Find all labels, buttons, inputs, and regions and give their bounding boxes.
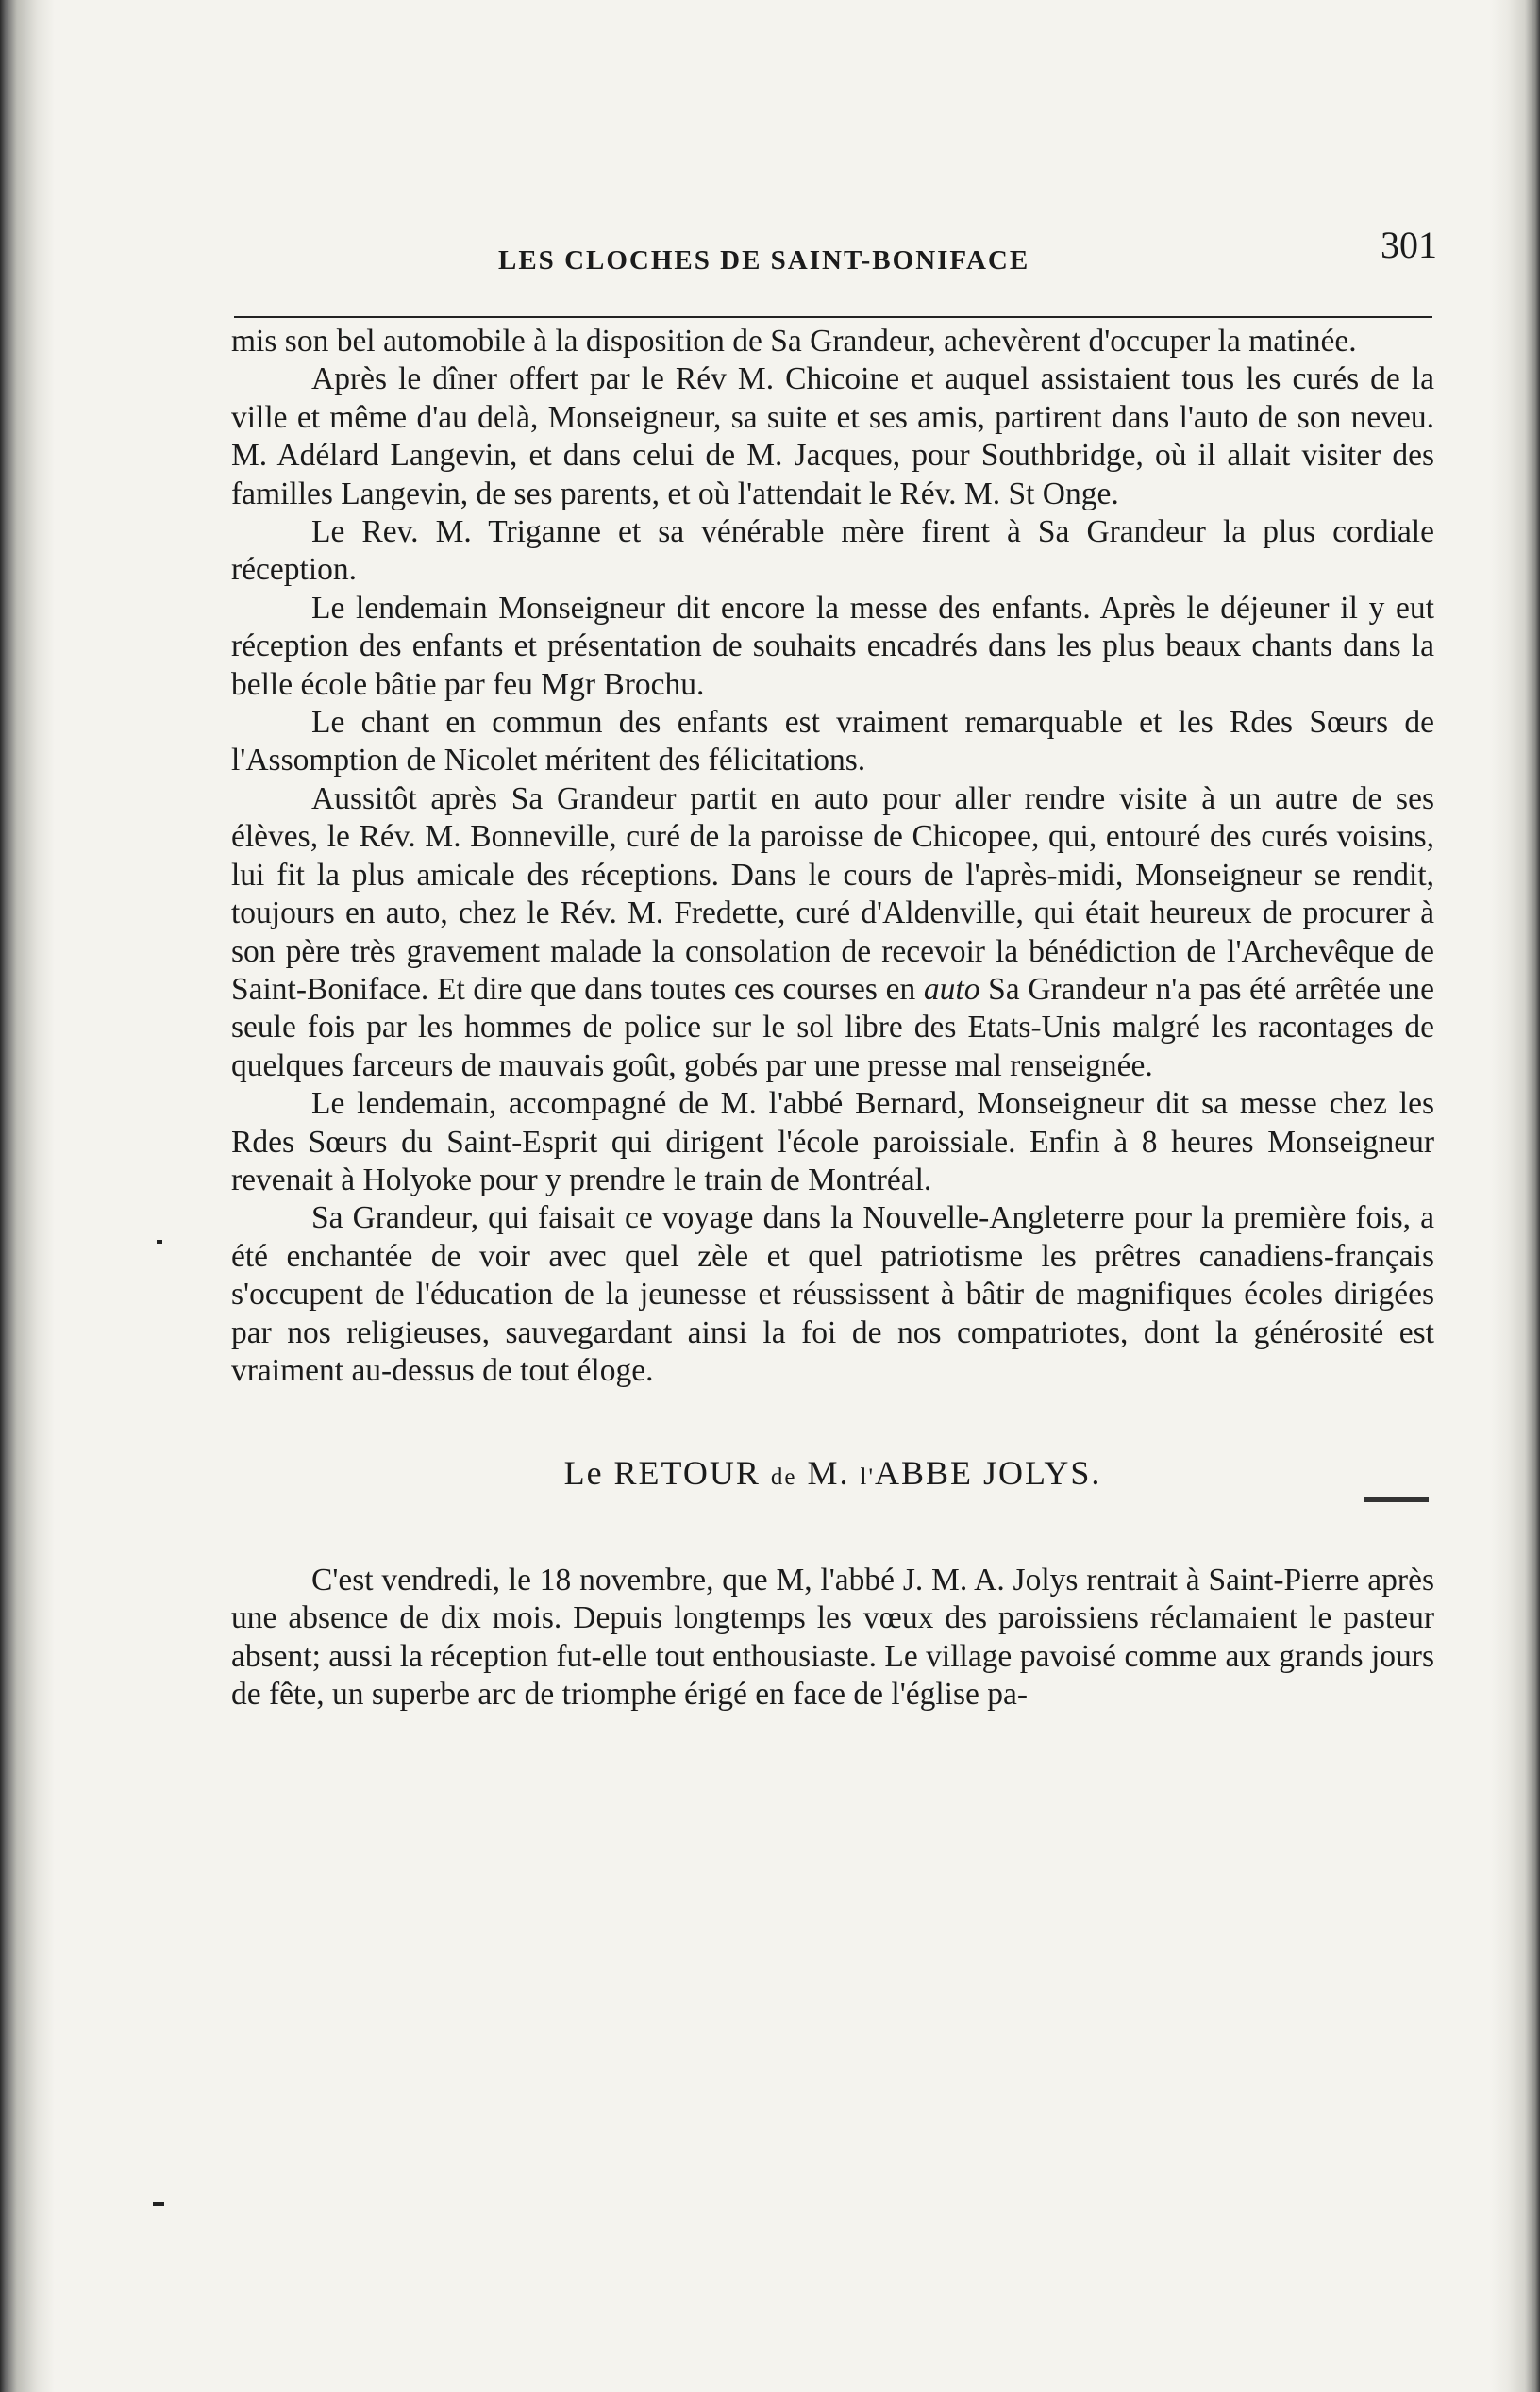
paragraph: Le chant en commun des enfants est vraiment remarquable et les Rdes Sœurs de l'Assomption de Nicolet méritent des félicitations. bbox=[231, 705, 1434, 778]
paragraph: mis son bel automobile à la disposition de Sa Grandeur, achevèrent d'occuper la matinée. bbox=[231, 324, 1357, 359]
paragraph-text: Aussitôt après Sa Grandeur partit en auto pour aller rendre visite à un autre de ses élèves, le Rév. M. Bonneville, curé de la paroisse de Chicopee, qui, entouré des curés voisins, lui fit la plus amicale des réceptions. Dans le cours de l'après-midi, Monseigneur se rendit, toujours en auto, chez le Rév. M. Fredette, curé d'Aldenville, qui était heureux de procurer à son père très gravement malade la consolation de recevoir la bénédiction de l'Archevêque de Saint-Boniface. Et dire que dans toutes ces courses en bbox=[231, 780, 1434, 1007]
running-head: LES CLOCHES DE SAINT-BONIFACE bbox=[498, 245, 1030, 276]
title-word: de bbox=[770, 1464, 797, 1491]
paragraph: Le lendemain, accompagné de M. l'abbé Bernard, Monseigneur dit sa messe chez les Rdes Sœurs du Saint-Esprit qui dirigent l'école paroissiale. Enfin à 8 heures Monseigneur revenait à Holyoke pour y prendre le train de Montréal. bbox=[231, 1086, 1434, 1197]
title-word: Le bbox=[563, 1454, 604, 1493]
margin-speck bbox=[153, 2202, 164, 2206]
paragraph: Après le dîner offert par le Rév M. Chicoine et auquel assistaient tous les curés de la ville et même d'au delà, Monseigneur, sa suite et ses amis, partirent dans l'auto de son neveu. M. Adélard Langevin, et dans celui de M. Jacques, pour Southbridge, où il allait visiter des familles Langevin, de ses parents, et où l'attendait le Rév. M. St Onge. bbox=[231, 361, 1434, 511]
paragraph: C'est vendredi, le 18 novembre, que M, l'abbé J. M. A. Jolys rentrait à Saint-Pierre après une absence de dix mois. Depuis longtemps les vœux des paroissiens réclamaient le pasteur absent; aussi la réception fut-elle tout enthousiaste. Le village pavoisé comme aux grands jours de fête, un superbe arc de triomphe érigé en face de l'église pa- bbox=[231, 1562, 1434, 1712]
title-word: ABBE JOLYS. bbox=[874, 1454, 1102, 1493]
page-number: 301 bbox=[1381, 224, 1437, 266]
paragraph: Le lendemain Monseigneur dit encore la messe des enfants. Après le déjeuner il y eut réception des enfants et présentation de souhaits encadrés dans les plus beaux chants dans la belle école bâtie par feu Mgr Brochu. bbox=[231, 590, 1434, 702]
paragraph: Le Rev. M. Triganne et sa vénérable mère firent à Sa Grandeur la plus cordiale réception. bbox=[231, 514, 1434, 588]
margin-speck bbox=[157, 1240, 162, 1244]
paragraph-text: Sa Grandeur n'a pas été arrêtée une seule fois par les hommes de police sur le sol libre des Etats-Unis malgré les racontages de quelques farceurs de mauvais goût, gobés par une presse mal renseignée. bbox=[231, 971, 1435, 1083]
paragraph: Sa Grandeur, qui faisait ce voyage dans la Nouvelle-Angleterre pour la première fois, a été enchantée de voir avec quel zèle et quel patriotisme les prêtres canadiens-français s'occupent de l'éducation de la jeunesse et réussissent à bâtir de magnifiques écoles dirigées par nos religieuses, sauvegardant ainsi la foi de nos compatriotes, dont la générosité est vraiment au-dessus de tout éloge. bbox=[231, 1200, 1434, 1388]
print-smudge bbox=[1364, 1497, 1429, 1502]
title-word: l' bbox=[860, 1464, 875, 1491]
title-word: M. bbox=[807, 1454, 850, 1493]
italic-word: auto bbox=[923, 971, 980, 1007]
title-word: RETOUR bbox=[613, 1454, 761, 1493]
